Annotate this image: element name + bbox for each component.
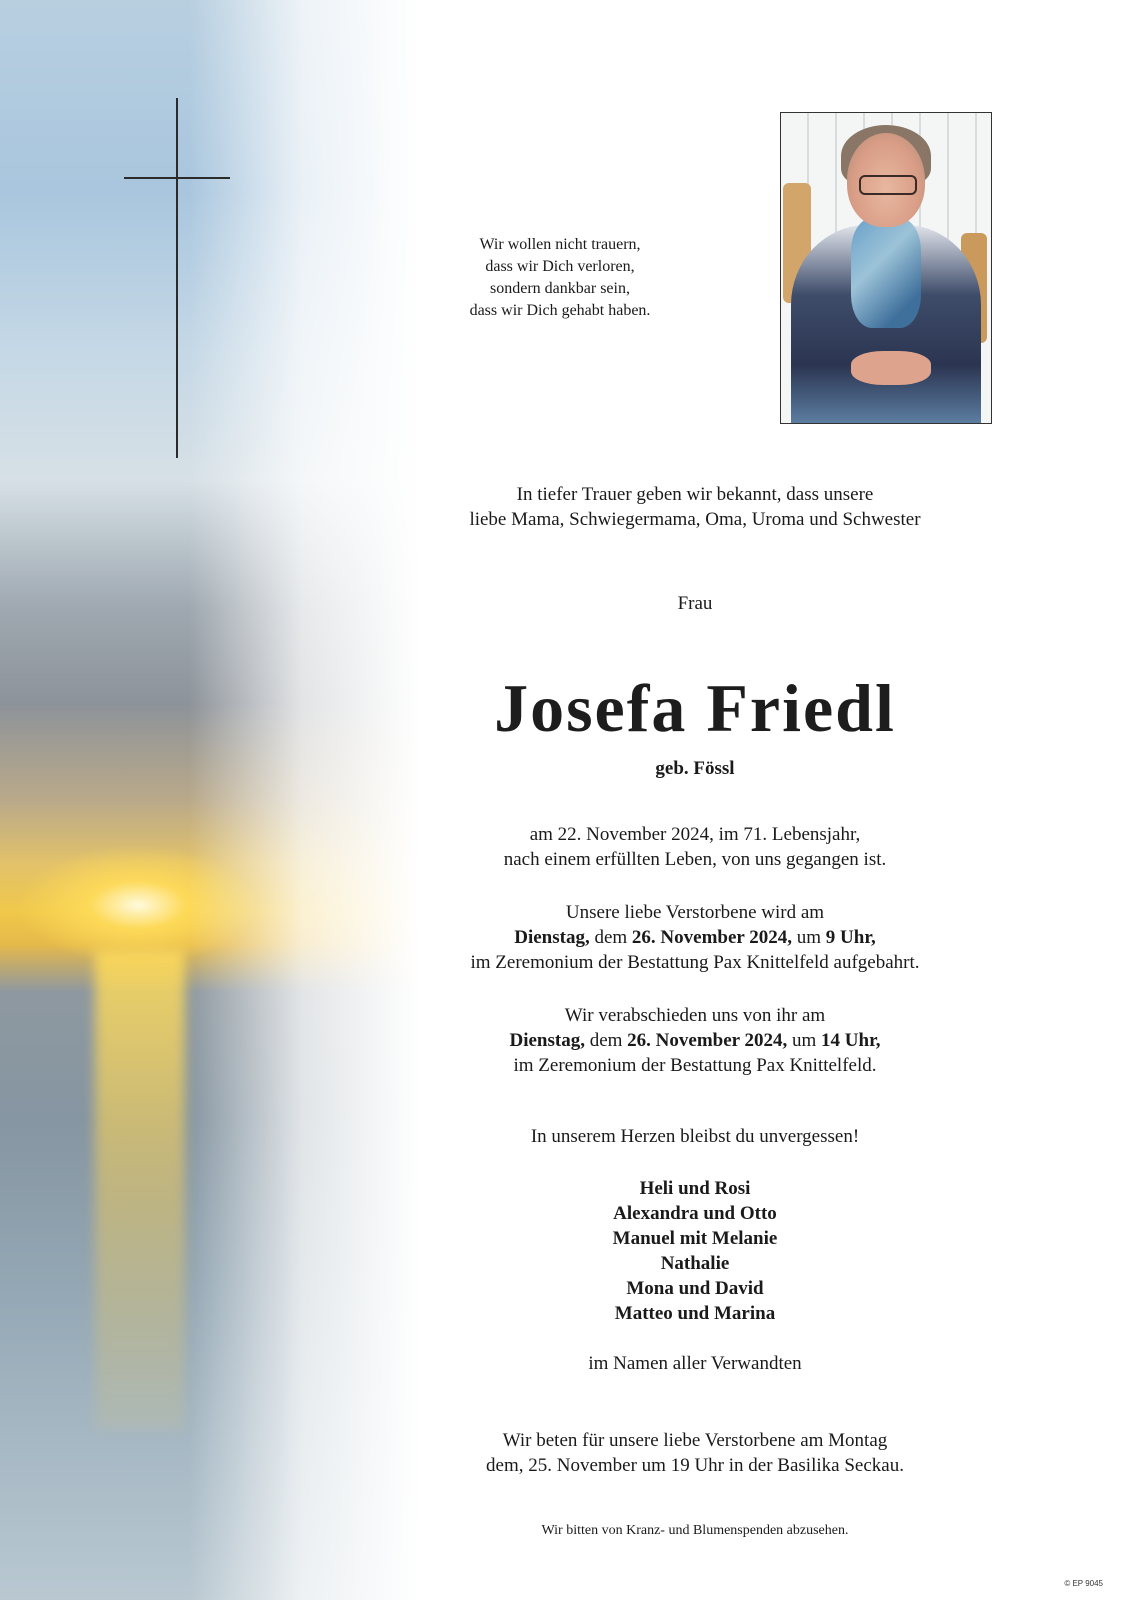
mourner-name: Manuel mit Melanie [612,1228,778,1249]
viewing-date: 26. November 2024, [631,927,792,948]
farewell-line3: im Zeremonium der Bestattung Pax Knittelfeld. [513,1055,877,1076]
mourners-list [420,1176,970,1326]
death-line: am 22. November 2024, im 71. Lebensjahr, [529,824,861,845]
cross-icon [176,98,178,458]
sun-reflection [95,950,185,1430]
verse-line: dass wir Dich verloren, [485,258,635,275]
sunset-sea-image [0,0,420,1600]
memorial-verse [420,234,700,322]
viewing-notice [420,900,970,975]
mourner-name: Nathalie [660,1253,730,1274]
farewell-mid1: dem [584,1030,628,1051]
template-code: © EP 9045 [1064,1579,1103,1588]
death-notice [420,822,970,872]
death-line: nach einem erfüllten Leben, von uns gegangen ist. [503,849,887,870]
mourner-name: Mona und David [626,1278,764,1299]
salutation: Frau [677,593,713,614]
prayer-line: Wir beten für unsere liebe Verstorbene am Montag [502,1430,888,1451]
mourner-name: Alexandra und Otto [613,1203,777,1224]
memorial-motto: In unserem Herzen bleibst du unvergessen! [530,1126,860,1147]
farewell-line1: Wir verabschieden uns von ihr am [564,1005,826,1026]
viewing-line1: Unsere liebe Verstorbene wird am [565,902,825,923]
flowers-note: Wir bitten von Kranz- und Blumenspenden abzusehen. [541,1523,849,1538]
viewing-day: Dienstag, [514,927,590,948]
announcement-intro [420,482,970,532]
verse-line: Wir wollen nicht trauern, [479,236,641,253]
viewing-time: 9 Uhr, [825,927,876,948]
viewing-line3: im Zeremonium der Bestattung Pax Knittelfeld aufgebahrt. [470,952,920,973]
family-note: im Namen aller Verwandten [588,1353,802,1374]
farewell-notice [420,1003,970,1078]
farewell-date: 26. November 2024, [627,1030,788,1051]
viewing-line2 [420,925,970,950]
prayer-notice [420,1428,970,1478]
viewing-mid2: um [792,927,826,948]
farewell-line2 [420,1028,970,1053]
deceased-name: Josefa Friedl [494,670,896,746]
prayer-line: dem, 25. November um 19 Uhr in der Basilika Seckau. [486,1455,904,1476]
verse-line: dass wir Dich gehabt haben. [469,302,651,319]
verse-line: sondern dankbar sein, [490,280,630,297]
portrait-photo [780,112,992,424]
cross-icon-bar [124,177,230,179]
farewell-day: Dienstag, [509,1030,585,1051]
mourner-name: Heli und Rosi [639,1178,751,1199]
intro-line: liebe Mama, Schwiegermama, Oma, Uroma und Schwester [469,509,921,530]
farewell-time: 14 Uhr, [821,1030,881,1051]
mourner-name: Matteo und Marina [614,1303,776,1324]
intro-line: In tiefer Trauer geben wir bekannt, dass unsere [516,484,874,505]
viewing-mid1: dem [589,927,632,948]
farewell-mid2: um [787,1030,822,1051]
maiden-name: geb. Fössl [655,758,735,779]
